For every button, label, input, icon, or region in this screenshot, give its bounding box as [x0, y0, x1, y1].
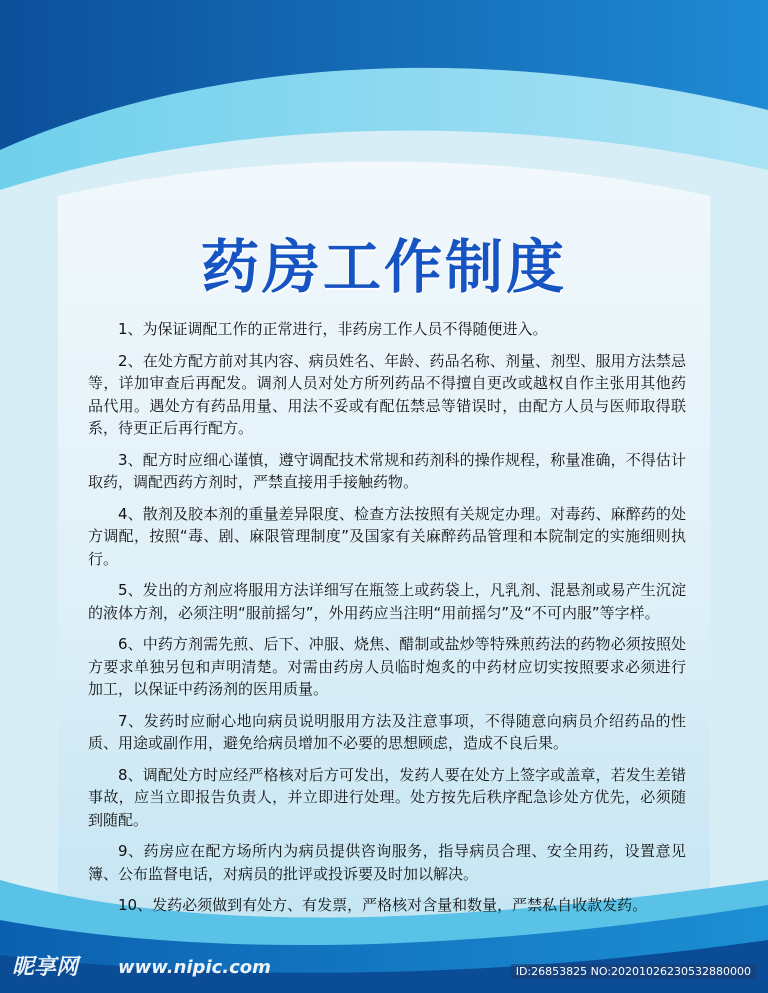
- rules-list: [88, 318, 686, 926]
- rule-item: 7、发药时应耐心地向病员说明服用方法及注意事项，不得随意向病员介绍药品的性质、用途或副作用，避免给病员增加不必要的思想顾虑，造成不良后果。: [88, 711, 686, 752]
- rule-item: 1、为保证调配工作的正常进行，非药房工作人员不得随便进入。: [118, 320, 548, 338]
- rule-item: 10、发药必须做到有处方、有发票，严格核对含量和数量，严禁私自收款发药。: [118, 896, 648, 914]
- watermark-url: www.nipic.com: [118, 957, 271, 978]
- rule-item: 3、配方时应细心谨慎，遵守调配技术常规和药剂科的操作规程，称量准确，不得估计取药，调配西药方剂时，严禁直接用手接触药物。: [88, 450, 686, 491]
- rule-item: 4、散剂及胶本剂的重量差异限度、检查方法按照有关规定办理。对毒药、麻醉药的处方调配，按照“毒、剧、麻限管理制度”及国家有关麻醉药品管理和本院制定的实施细则执行。: [88, 504, 686, 568]
- watermark-id: ID:26853825 NO:20201026230532880000: [511, 964, 756, 979]
- rule-item: 6、中药方剂需先煎、后下、冲服、烧焦、醋制或盐炒等特殊煎药法的药物必须按照处方要求单独另包和声明清楚。对需由药房人员临时炮炙的中药材应切实按照要求必须进行加工，以保证中药汤剂的医用质量。: [88, 635, 686, 698]
- rule-item: 5、发出的方剂应将服用方法详细写在瓶签上或药袋上，凡乳剂、混悬剂或易产生沉淀的液体方剂，必须注明“服前摇匀”，外用药应当注明“用前摇匀”及“不可内服”等字样。: [88, 581, 686, 622]
- page-title: 药房工作制度: [200, 233, 567, 301]
- rule-item: 9、药房应在配方场所内为病员提供咨询服务，指导病员合理、安全用药，设置意见簿、公布监督电话，对病员的批评或投诉要及时加以解决。: [88, 842, 686, 883]
- rule-item: 2、在处方配方前对其内容、病员姓名、年龄、药品名称、剂量、剂型、服用方法禁忌等，详加审查后再配发。调剂人员对处方所列药品不得擅自更改或越权自作主张用其他药品代用。遇处方有药品用量、用法不妥或有配伍禁忌等错误时，由配方人员与医师取得联系，待更正后再行配方。: [88, 351, 686, 437]
- content-panel: [58, 190, 710, 950]
- rule-item: 8、调配处方时应经严格核对后方可发出，发药人要在处方上签字或盖章，若发生差错事故，应当立即报告负责人，并立即进行处理。处方按先后秩序配急诊处方优先，必须随到随配。: [88, 765, 686, 829]
- watermark-logo: 昵享网: [12, 955, 79, 980]
